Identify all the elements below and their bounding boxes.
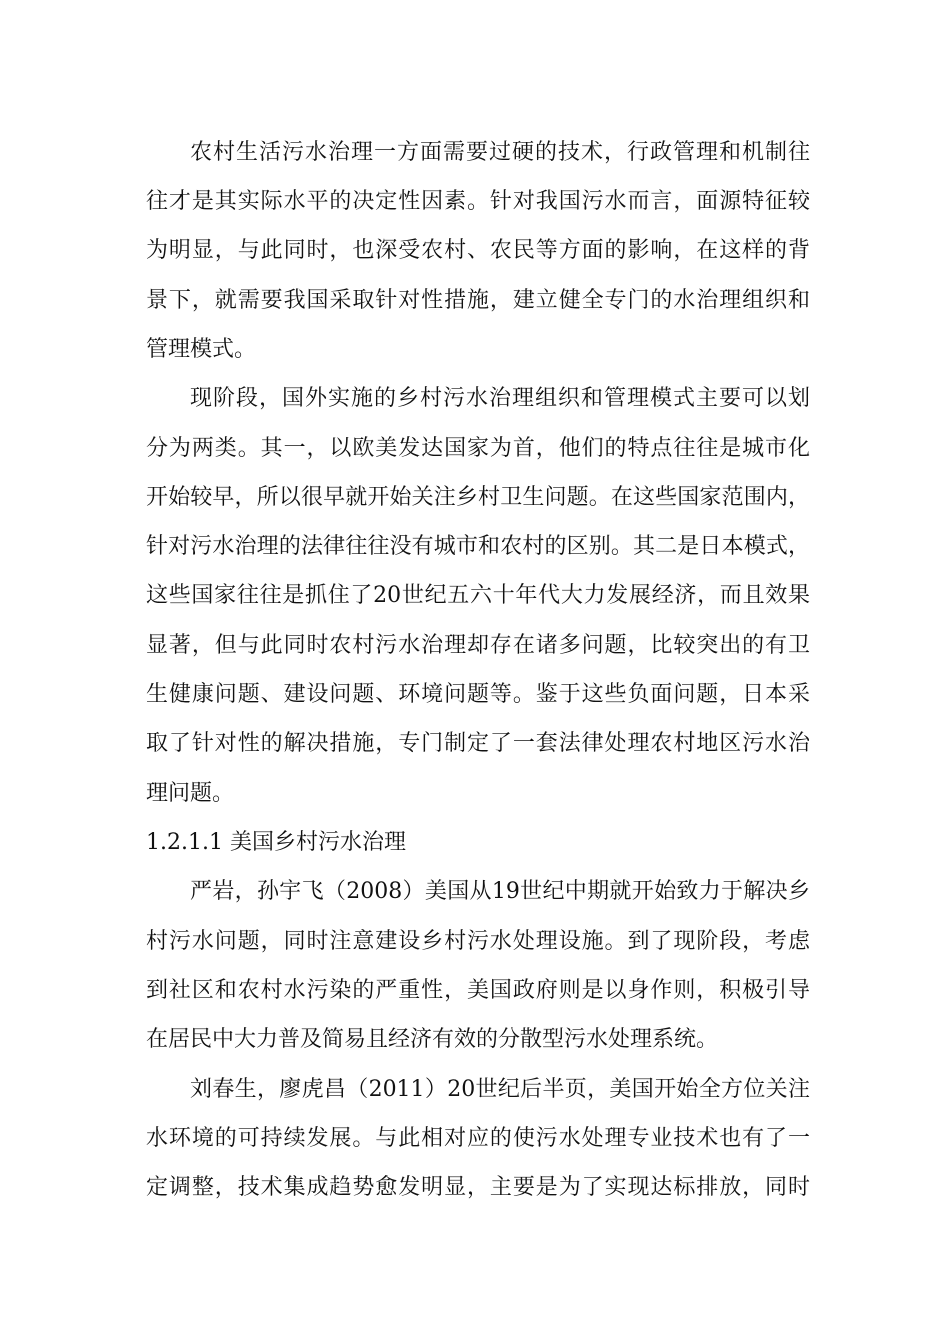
- paragraph-2-line-9: 理问题。: [146, 781, 235, 806]
- paragraph-2-line-1: 现阶段，国外实施的乡村污水治理组织和管理模式主要可以划: [190, 386, 810, 411]
- paragraph-1-line-4: 景下，就需要我国采取针对性措施，建立健全专门的水治理组织和: [146, 288, 810, 313]
- paragraph-2-line-4: 针对污水治理的法律往往没有城市和农村的区别。其二是日本模式，: [146, 534, 810, 559]
- paragraph-4-line-2: 水环境的可持续发展。与此相对应的使污水处理专业技术也有了一: [146, 1126, 810, 1151]
- paragraph-1-line-3: 为明显，与此同时，也深受农村、农民等方面的影响，在这样的背: [146, 238, 810, 263]
- paragraph-2-line-7: 生健康问题、建设问题、环境问题等。鉴于这些负面问题，日本采: [146, 682, 810, 707]
- paragraph-2-line-2: 分为两类。其一，以欧美发达国家为首，他们的特点往往是城市化: [146, 436, 810, 461]
- paragraph-3-line-1: 严岩，孙宇飞（2008）美国从19世纪中期就开始致力于解决乡: [190, 879, 810, 904]
- paragraph-2-line-3: 开始较早，所以很早就开始关注乡村卫生问题。在这些国家范围内，: [146, 485, 810, 510]
- paragraph-4-line-1: 刘春生，廖虎昌（2011）20世纪后半页，美国开始全方位关注: [190, 1077, 810, 1102]
- paragraph-4-line-3: 定调整，技术集成趋势愈发明显，主要是为了实现达标排放，同时: [146, 1175, 810, 1200]
- paragraph-2-line-6: 显著，但与此同时农村污水治理却存在诸多问题，比较突出的有卫: [146, 633, 810, 658]
- paragraph-1-line-5: 管理模式。: [146, 337, 257, 362]
- paragraph-3-line-3: 到社区和农村水污染的严重性，美国政府则是以身作则，积极引导: [146, 978, 810, 1003]
- section-heading: 1.2.1.1 美国乡村污水治理: [146, 830, 406, 855]
- paragraph-2-line-5: 这些国家往往是抓住了20世纪五六十年代大力发展经济，而且效果: [146, 583, 810, 608]
- paragraph-3-line-4: 在居民中大力普及简易且经济有效的分散型污水处理系统。: [146, 1027, 719, 1052]
- paragraph-3-line-2: 村污水问题，同时注意建设乡村污水处理设施。到了现阶段，考虑: [146, 929, 810, 954]
- paragraph-1-line-2: 往才是其实际水平的决定性因素。针对我国污水而言，面源特征较: [146, 189, 810, 214]
- paragraph-2-line-8: 取了针对性的解决措施，专门制定了一套法律处理农村地区污水治: [146, 731, 810, 756]
- paragraph-1-line-1: 农村生活污水治理一方面需要过硬的技术，行政管理和机制往: [190, 140, 810, 165]
